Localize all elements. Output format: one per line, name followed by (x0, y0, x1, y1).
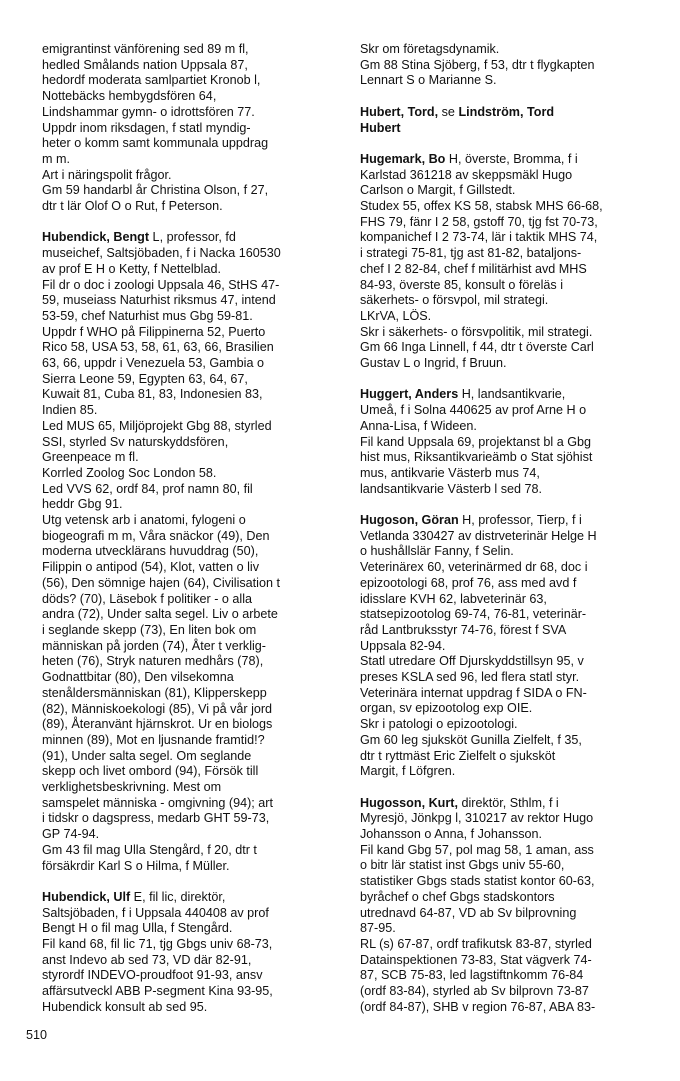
entry-line: moderna utvecklärans huvuddrag (50), (42, 544, 259, 559)
entry-line: Uppdr inom riksdagen, f statl myndig- (42, 120, 251, 135)
entry-line: Studex 55, offex KS 58, stabsk MHS 66-68, (360, 199, 603, 213)
entry-line: heddr Gbg 91. (42, 497, 123, 512)
entry-line: minnen (89), Mot en ljusnande framtid!? (42, 732, 265, 747)
entry-line: affärsutveckl ABB P-segment Kina 93-95, (42, 984, 273, 999)
entry-line: Gm 43 fil mag Ulla Stengård, f 20, dtr t (42, 842, 257, 857)
entry-first-line (360, 152, 656, 168)
entry-first-line (360, 513, 656, 529)
entry-crossref-line: Hubert (360, 120, 401, 135)
entry-line: Kuwait 81, Cuba 81, 83, Indonesien 83, (42, 387, 263, 402)
entry-line: Margit, f Löfgren. (360, 764, 456, 779)
entry-line: RL (s) 67-87, ordf trafikutsk 83-87, styrled (360, 937, 592, 951)
entry-line: Gustav L o Ingrid, f Bruun. (360, 356, 507, 371)
entry-line: byråchef o chef Gbgs stadskontors (360, 889, 555, 904)
entry-line: (ordf 84-87), SHB v region 76-87, ABA 83- (360, 999, 596, 1014)
entry-line: heten (76), Stryk naturen medhårs (78), (42, 654, 264, 669)
entry-line: Karlstad 361218 av skeppsmäkl Hugo (360, 167, 573, 182)
entry (360, 513, 656, 780)
entry-line: kompanichef I 2 73-74, lär i taktik MHS 74, (360, 230, 598, 245)
entry-crossref: Lindström, Tord (458, 104, 555, 119)
entry-line: dtr t lär Olof O o Rut, f Peterson. (42, 199, 223, 214)
entry-first-line (360, 105, 656, 121)
left-column (42, 42, 342, 1031)
entry-line: 53-59, chef Naturhist mus Gbg 59-81. (42, 308, 253, 323)
entry-line: Skr i patologi o epizootologi. (360, 717, 518, 732)
entry (360, 796, 656, 1016)
entry-line: i tidskr o dagspress, medarb GHT 59-73, (42, 811, 270, 826)
entry-line: utrednavd 64-87, VD ab Sv bilprovning (360, 905, 577, 920)
entry-line: döds? (70), Läsebok f politiker - o alla (42, 591, 253, 606)
entry-first-line (42, 230, 342, 246)
entry (42, 230, 342, 874)
entry-line: Skr om företagsdynamik. (360, 42, 500, 56)
entry-line: chef I 2 82-84, chef f militärhist avd MHS (360, 261, 587, 276)
entry-headword: Huggert, Anders (360, 387, 459, 402)
entry (360, 105, 656, 136)
entry-line: Carlson o Margit, f Gillstedt. (360, 183, 516, 198)
entry-line: Gm 59 handarbl år Christina Olson, f 27, (42, 183, 269, 198)
entry-line: Gm 60 leg sjuksköt Gunilla Zielfelt, f 35, (360, 732, 582, 747)
entry (360, 152, 656, 372)
entry-line: Greenpeace m fl. (42, 450, 139, 465)
entry-line: Skr i säkerhets- o försvpolitik, mil strategi. (360, 324, 593, 339)
entry-headword: Hubendick, Bengt (42, 230, 150, 245)
entry-line: Fil kand Uppsala 69, projektanst bl a Gbg (360, 434, 592, 449)
entry-line: andra (72), Under salta segel. Liv o arbete (42, 607, 278, 622)
entry-headword: Hubendick, Ulf (42, 889, 131, 904)
entry-line: Rico 58, USA 53, 58, 61, 63, 66, Brasilien (42, 340, 274, 355)
entry-line: Hubendick konsult ab sed 95. (42, 999, 208, 1014)
entry-line: (56), Den sömnige hajen (64), Civilisation t (42, 575, 280, 590)
entry-line: preses KSLA sed 96, led flera statl styr. (360, 670, 580, 685)
entry-line: Veterinärex 60, veterinärmed dr 68, doc i (360, 560, 588, 575)
entry-line: Fil kand Gbg 57, pol mag 58, 1 aman, ass (360, 842, 594, 857)
entry-first-line (360, 387, 656, 403)
entry-line: av prof E H o Ketty, f Nettelblad. (42, 261, 221, 276)
entry-line: Fil dr o doc i zoologi Uppsala 46, StHS 47- (42, 277, 280, 292)
entry-line: emigrantinst vänförening sed 89 m fl, (42, 42, 249, 56)
entry-line: människan på jorden (74), Åter t verklig- (42, 638, 266, 653)
entry-first-text: direktör, Sthlm, f i (457, 795, 559, 810)
entry-first-text: H, professor, Tierp, f i (458, 513, 582, 528)
entry-line: Lindshammar gymn- o idrottsfören 77. (42, 104, 255, 119)
entry-line: o bitr lär statist inst Gbgs univ 55-60, (360, 858, 565, 873)
entry-line: Gm 88 Stina Sjöberg, f 53, dtr t flygkapten (360, 57, 595, 72)
entry-line: försäkrdir Karl S o Hilma, f Müller. (42, 858, 230, 873)
entry-line: statistiker Gbgs stads statist kontor 60-63, (360, 874, 595, 889)
entry-line: idisslare KVH 62, labveterinär 63, (360, 591, 547, 606)
entry-line: dtr t ryttmäst Eric Zielfelt o sjuksköt (360, 748, 556, 763)
entry-line: säkerhets- o försvpol, mil strategi. (360, 293, 549, 308)
entry-line: landsantikvarie Västerb l sed 78. (360, 481, 543, 496)
entry-line: Datainspektionen 73-83, Stat vägverk 74- (360, 952, 592, 967)
entry-line: Indien 85. (42, 403, 98, 418)
entry-line: Myresjö, Jönkpg l, 310217 av rektor Hugo (360, 811, 594, 826)
entry-line: Johansson o Anna, f Johansson. (360, 827, 543, 842)
entry-line: Statl utredare Off Djurskyddstillsyn 95, v (360, 654, 584, 669)
entry-line: 84-93, överste 85, konsult o föreläs i (360, 277, 564, 292)
page-number: 510 (26, 1028, 48, 1042)
entry-line: 63, 66, uppdr i Venezuela 53, Gambia o (42, 356, 264, 371)
entry-line: Godnattbitar (80), Den vilsekomna (42, 670, 234, 685)
entry-first-text: H, överste, Bromma, f i (445, 151, 578, 166)
right-column (360, 42, 656, 1031)
entry-line: (91), Under salta segel. Om seglande (42, 748, 252, 763)
entry-line: Nottebäcks hembygdsfören 64, (42, 89, 217, 104)
entry-line: samspelet människa - omgivning (94); art (42, 795, 273, 810)
entry-first-text: H, landsantikvarie, (458, 387, 566, 402)
entry-line: Utg vetensk arb i anatomi, fylogeni o (42, 513, 246, 528)
entry-line: verklighetsbeskrivning. Mest om (42, 780, 222, 795)
entry-headword: Hugemark, Bo (360, 151, 446, 166)
entry-line: Fil kand 68, fil lic 71, tjg Gbgs univ 68-73, (42, 937, 273, 952)
entry-line: Gm 66 Inga Linnell, f 44, dtr t överste Carl (360, 340, 594, 355)
entry-line: FHS 79, fänr I 2 58, gstoff 70, tjg fst 70-73, (360, 214, 598, 229)
entry-line: biogeografi m m, Våra snäckor (49), Den (42, 528, 270, 543)
entry-line: råd Lantbruksstyr 74-76, förest f SVA (360, 622, 567, 637)
entry-line: stenåldersmänniskan (81), Klipperskepp (42, 685, 267, 700)
entry-line: anst Indevo ab sed 73, VD där 82-91, (42, 952, 252, 967)
entry (360, 387, 656, 497)
entry-line: m m. (42, 151, 70, 166)
entry-line: heter o komm samt kommunala uppdrag (42, 136, 269, 151)
entry-headword: Hugosson, Kurt, (360, 795, 458, 810)
entry-headword: Hugoson, Göran (360, 513, 459, 528)
entry-first-line (360, 796, 656, 812)
entry-line: o hushållslär Fanny, f Selin. (360, 544, 514, 559)
entry-line: (82), Människoekologi (85), Vi på vår jord (42, 701, 273, 716)
entry-line: 59, museiass Naturhist riksmus 47, intend (42, 293, 276, 308)
entry-line: hedordf moderata samlpartiet Kronob l, (42, 73, 261, 88)
entry-first-text: se (438, 104, 459, 119)
entry-line: Sierra Leone 59, Egypten 63, 64, 67, (42, 371, 248, 386)
entry-line: skepp och livet ombord (94), Försök till (42, 764, 259, 779)
entry-line: Korrled Zoolog Soc London 58. (42, 465, 217, 480)
entry-line: Bengt H o fil mag Ulla, f Stengård. (42, 921, 233, 936)
entry-first-text: E, fil lic, direktör, (130, 889, 226, 904)
entry-headword: Hubert, Tord, (360, 104, 439, 119)
entry-first-text: L, professor, fd (149, 230, 236, 245)
entry-line: Vetlanda 330427 av distrveterinär Helge H (360, 528, 597, 543)
entry-line: (ordf 83-84), styrled ab Sv bilprovn 73-87 (360, 984, 589, 999)
entry-line: hist mus, Riksantikvarieämb o Stat sjöhist (360, 450, 593, 465)
entry-line: Uppdr f WHO på Filippinerna 52, Puerto (42, 324, 266, 339)
entry-line: Led MUS 65, Miljöprojekt Gbg 88, styrled (42, 418, 272, 433)
entry-line: 87, SCB 75-83, led lagstiftnkomm 76-84 (360, 968, 584, 983)
entry-line: Art i näringspolit frågor. (42, 167, 172, 182)
entry-line: Lennart S o Marianne S. (360, 73, 497, 88)
entry-line: Filippin o antipod (54), Klot, vatten o liv (42, 560, 260, 575)
entry-line: SSI, styrled Sv naturskyddsfören, (42, 434, 229, 449)
entry-line: museichef, Saltsjöbaden, f i Nacka 160530 (42, 246, 281, 261)
entry-line: Saltsjöbaden, f i Uppsala 440408 av prof (42, 905, 269, 920)
entry-line: mus, antikvarie Västerb mus 74, (360, 465, 540, 480)
entry-line: (89), Återanvänt hjärnskrot. Ur en biologs (42, 717, 273, 732)
entry-line: Uppsala 82-94. (360, 638, 446, 653)
entry-line: organ, sv epizootolog exp OIE. (360, 701, 533, 716)
entry-line: hedled Smålands nation Uppsala 87, (42, 57, 248, 72)
entry (360, 42, 656, 89)
entry (42, 890, 342, 1016)
entry-line: Anna-Lisa, f Wideen. (360, 418, 477, 433)
entry-line: epizootologi 68, prof 76, ass med avd f (360, 575, 577, 590)
entry-first-line (42, 890, 342, 906)
entry-line: Led VVS 62, ordf 84, prof namn 80, fil (42, 481, 253, 496)
entry (42, 42, 342, 215)
entry-line: statsepizootolog 69-74, 76-81, veterinär- (360, 607, 587, 622)
entry-line: Veterinära internat uppdrag f SIDA o FN- (360, 685, 587, 700)
entry-line: Umeå, f i Solna 440625 av prof Arne H o (360, 403, 587, 418)
entry-line: i seglande skepp (73), En liten bok om (42, 623, 257, 637)
entry-line: LKrVA, LÖS. (360, 308, 432, 323)
entry-line: GP 74-94. (42, 827, 100, 842)
entry-line: i strategi 75-81, tjg ast 81-82, bataljons- (360, 246, 582, 261)
entry-line: styrordf INDEVO-proudfoot 91-93, ansv (42, 968, 263, 983)
entry-line: 87-95. (360, 921, 396, 936)
